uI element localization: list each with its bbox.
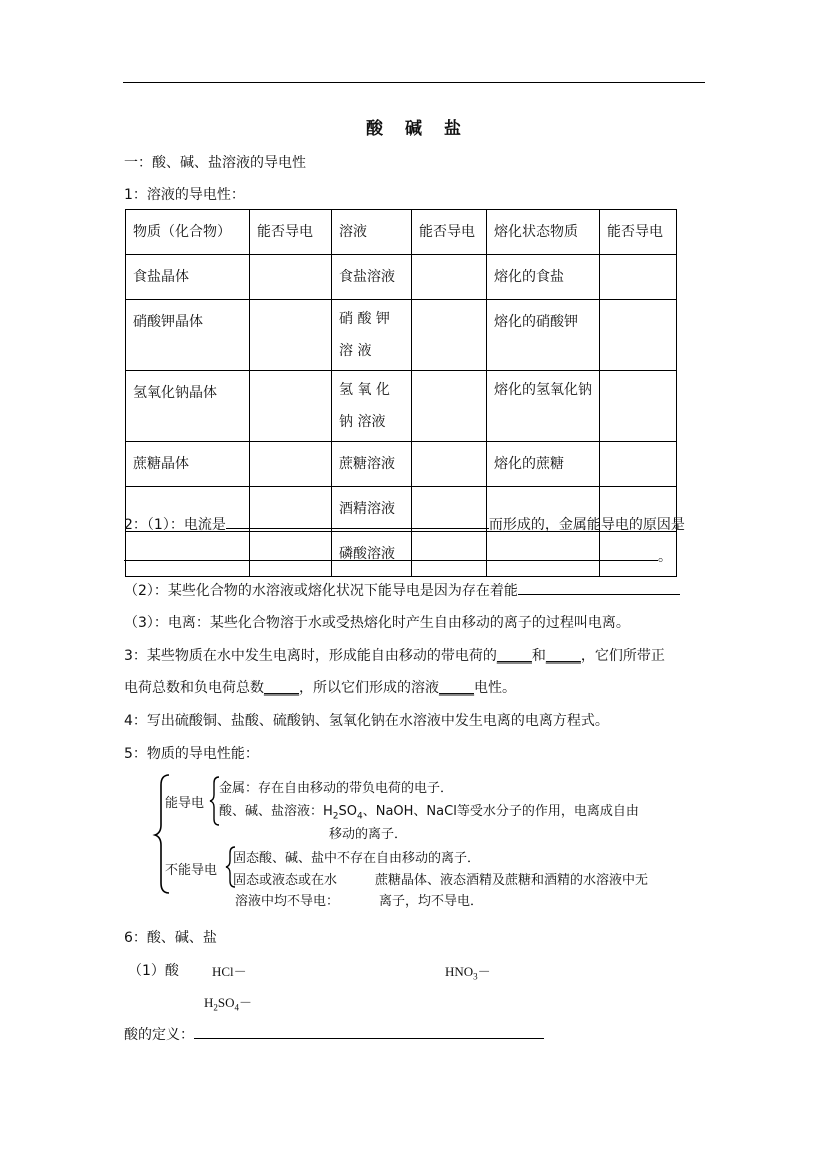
table-cell [250, 442, 332, 487]
q3-text-e: ，所以它们形成的溶液 [299, 680, 439, 696]
table-cell: 酒精溶液 [332, 487, 412, 532]
q3-blank-3[interactable]: _____ [264, 680, 299, 696]
section1-heading: 一：酸、碱、盐溶液的导电性 [124, 155, 306, 171]
table-cell [600, 255, 677, 300]
title-char-1: 酸 [366, 119, 383, 139]
q2-1-mid: 而形成的，金属能导电的原因是 [488, 517, 685, 533]
table-cell: 食盐溶液 [332, 255, 412, 300]
q2-1-blank-a[interactable] [226, 514, 489, 529]
q3-text-a: 3：某些物质在水中发生电离时，形成能自由移动的带电荷的 [124, 648, 497, 664]
table-cell: 熔化的蔗糖 [487, 442, 600, 487]
header-rule [123, 82, 705, 83]
h2so4-a: H [204, 995, 214, 1010]
q3-text-d: 电荷总数和负电荷总数 [124, 680, 264, 696]
h2so4-c: － [239, 995, 253, 1010]
q3-text-f: 电性。 [474, 680, 516, 696]
table-cell: 氢氧化钠晶体 [126, 371, 250, 442]
table-cell: 蔗糖溶液 [332, 442, 412, 487]
q2-1-line [124, 514, 685, 534]
formula-hno3 [445, 961, 491, 982]
q3-line2 [124, 677, 516, 697]
table-cell: 氢 氧 化 钠 溶液 [332, 371, 412, 442]
table-header: 物质（化合物） [126, 210, 250, 255]
acid-definition-line [124, 1024, 544, 1044]
q5-text: 5：物质的导电性能： [124, 746, 259, 762]
diagram-liquid-b: 溶液中均不导电： [235, 894, 340, 909]
table-cell: 食盐晶体 [126, 255, 250, 300]
diagram-liquid-a: 固态或液态或在水 [233, 873, 338, 888]
table-cell [600, 300, 677, 371]
diagram-solution [219, 800, 639, 822]
diagram-solution-a: 酸、碱、盐溶液：H [219, 804, 333, 819]
hno3-a: HNO [445, 964, 474, 979]
diagram-cannot-conduct: 不能导电 [165, 863, 218, 878]
q2-2-text: （2）：某些化合物的水溶液或熔化状况下能导电是因为存在着能 [124, 583, 518, 599]
upper-brace [210, 777, 219, 825]
table-cell [412, 255, 487, 300]
q3-blank-4[interactable]: _____ [439, 680, 474, 696]
table-cell: 蔗糖晶体 [126, 442, 250, 487]
q3-blank-2[interactable]: _____ [545, 648, 581, 664]
table-header: 能否导电 [600, 210, 677, 255]
h2so4-b: SO [217, 995, 235, 1010]
title-char-2: 碱 [405, 119, 422, 139]
diagram-sugar-b: 离子，均不导电． [379, 894, 484, 909]
diagram-sugar-a: 蔗糖晶体、液态酒精及蔗糖和酒精的水溶液中无 [375, 873, 649, 888]
q2-3-text: （3）：电离：某些化合物溶于水或受热熔化时产生自由移动的离子的过程叫电离。 [124, 615, 630, 631]
h2so4-sub1: 2 [213, 1002, 218, 1013]
table-header: 溶液 [332, 210, 412, 255]
q2-1-prefix: 2：（1）：电流是 [124, 517, 226, 533]
page-title [366, 114, 461, 139]
table-cell [412, 371, 487, 442]
table-header-row [126, 210, 677, 255]
acid-definition-label: 酸的定义： [124, 1027, 194, 1043]
diagram-sub-2: 2 [332, 811, 339, 822]
table-cell [412, 300, 487, 371]
table-header: 能否导电 [250, 210, 332, 255]
table-cell [600, 371, 677, 442]
table-row [126, 371, 677, 442]
table-cell [250, 371, 332, 442]
title-char-3: 盐 [444, 119, 461, 139]
table-cell: 硝 酸 钾 溶 液 [332, 300, 412, 371]
item1-heading: 1：溶液的导电性： [124, 187, 245, 203]
q6-text: 6：酸、碱、盐 [124, 930, 217, 946]
q2-2-line [124, 580, 680, 600]
table-cell: 熔化的氢氧化钠 [487, 371, 600, 442]
q2-1-blank-b[interactable] [124, 546, 658, 561]
table-cell: 磷酸溶液 [332, 532, 412, 577]
table-row [126, 442, 677, 487]
diagram-can-conduct: 能导电 [165, 796, 205, 811]
table-header: 能否导电 [412, 210, 487, 255]
q2-2-blank[interactable] [518, 580, 680, 595]
table-row [126, 300, 677, 371]
table-row [126, 255, 677, 300]
q3-blank-1[interactable]: _____ [496, 648, 532, 664]
diagram-solution-c: 移动的离子． [329, 827, 408, 842]
table-cell: 硝酸钾晶体 [126, 300, 250, 371]
q3-text-b: 和 [531, 648, 546, 664]
h2so4-sub2: 4 [234, 1002, 240, 1013]
table-cell: 熔化的硝酸钾 [487, 300, 600, 371]
table-cell [250, 255, 332, 300]
q2-1-end: 。 [658, 549, 672, 565]
q2-1-line2 [124, 546, 672, 566]
diagram-so: SO [338, 804, 357, 819]
hno3-sub: 3 [473, 971, 478, 982]
diagram-solution-b: 、NaOH、NaCl等受水分子的作用，电离成自由 [362, 804, 639, 819]
table-cell [600, 442, 677, 487]
acid-label: （1）酸 [128, 963, 179, 979]
q3-text-c: ，它们所带正 [580, 648, 665, 664]
conductivity-diagram [157, 773, 677, 909]
hno3-b: － [477, 964, 491, 979]
diagram-metal: 金属：存在自由移动的带负电荷的电子． [219, 781, 454, 796]
diagram-solid: 固态酸、碱、盐中不存在自由移动的离子． [233, 851, 481, 866]
table-cell [412, 442, 487, 487]
q4-text: 4：写出硫酸铜、盐酸、硫酸钠、氢氧化钠在水溶液中发生电离的电离方程式。 [124, 713, 609, 729]
table-cell [250, 300, 332, 371]
formula-hcl: HCl－ [212, 964, 247, 979]
formula-h2so4 [204, 992, 252, 1013]
table-cell: 熔化的食盐 [487, 255, 600, 300]
acid-definition-blank[interactable] [194, 1024, 544, 1039]
diagram-sub-4: 4 [357, 811, 363, 822]
q3-line1 [124, 645, 665, 665]
table-header: 熔化状态物质 [487, 210, 600, 255]
